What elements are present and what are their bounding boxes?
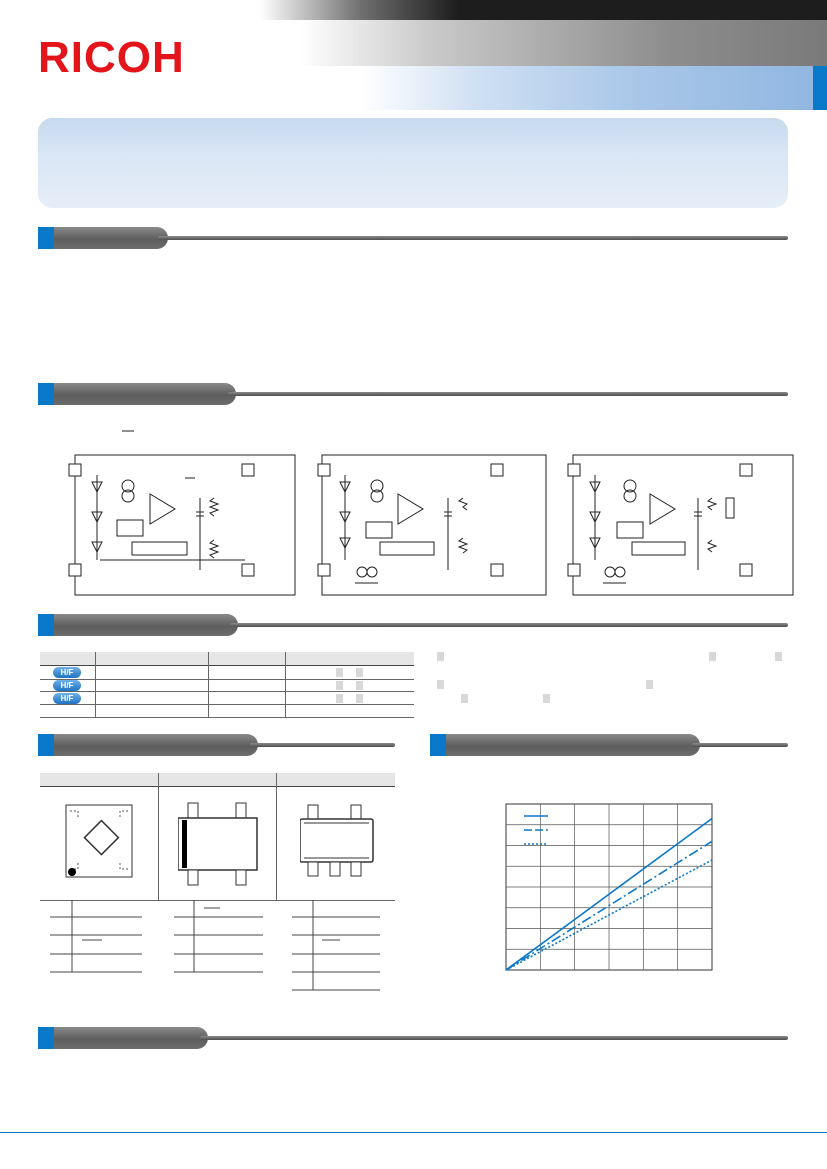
selection-table xyxy=(40,652,414,718)
section-packages xyxy=(38,734,395,756)
hf-badge: H/F xyxy=(53,667,81,678)
footer-line xyxy=(0,1132,827,1133)
characteristics-chart xyxy=(500,800,716,974)
section-outline xyxy=(38,227,788,249)
header-dark-band xyxy=(260,0,827,20)
note-marker xyxy=(709,652,716,661)
chart-grid xyxy=(506,804,712,970)
section-block-diagrams xyxy=(38,383,788,405)
chart-legend xyxy=(524,816,548,844)
sc-package-drawing xyxy=(300,803,376,885)
note-marker xyxy=(775,652,782,661)
block-diagram-3 xyxy=(568,455,793,595)
hf-badge: H/F xyxy=(53,693,81,704)
section-selection-guide xyxy=(38,614,788,636)
ricoh-logo: RICOH xyxy=(38,33,185,82)
sot-package-drawing xyxy=(178,801,258,887)
block-diagram-2 xyxy=(318,455,546,595)
block-diagram-1 xyxy=(69,455,295,595)
note-marker xyxy=(437,652,444,661)
note-marker xyxy=(543,694,550,703)
package-table xyxy=(40,773,395,901)
table-header-row xyxy=(40,652,414,666)
section-characteristics xyxy=(430,734,788,756)
header-grey-band xyxy=(300,20,827,66)
note-marker xyxy=(461,694,468,703)
header-blue-band xyxy=(360,66,827,110)
title-panel xyxy=(38,118,788,208)
section-applications xyxy=(38,1027,788,1049)
dfn-package-drawing xyxy=(64,803,136,879)
note-marker xyxy=(437,680,444,689)
pin-tables xyxy=(50,900,390,992)
hf-badge: H/F xyxy=(53,680,81,691)
block-diagrams xyxy=(40,420,800,600)
note-marker xyxy=(646,680,653,689)
header-accent-tab xyxy=(813,66,827,110)
